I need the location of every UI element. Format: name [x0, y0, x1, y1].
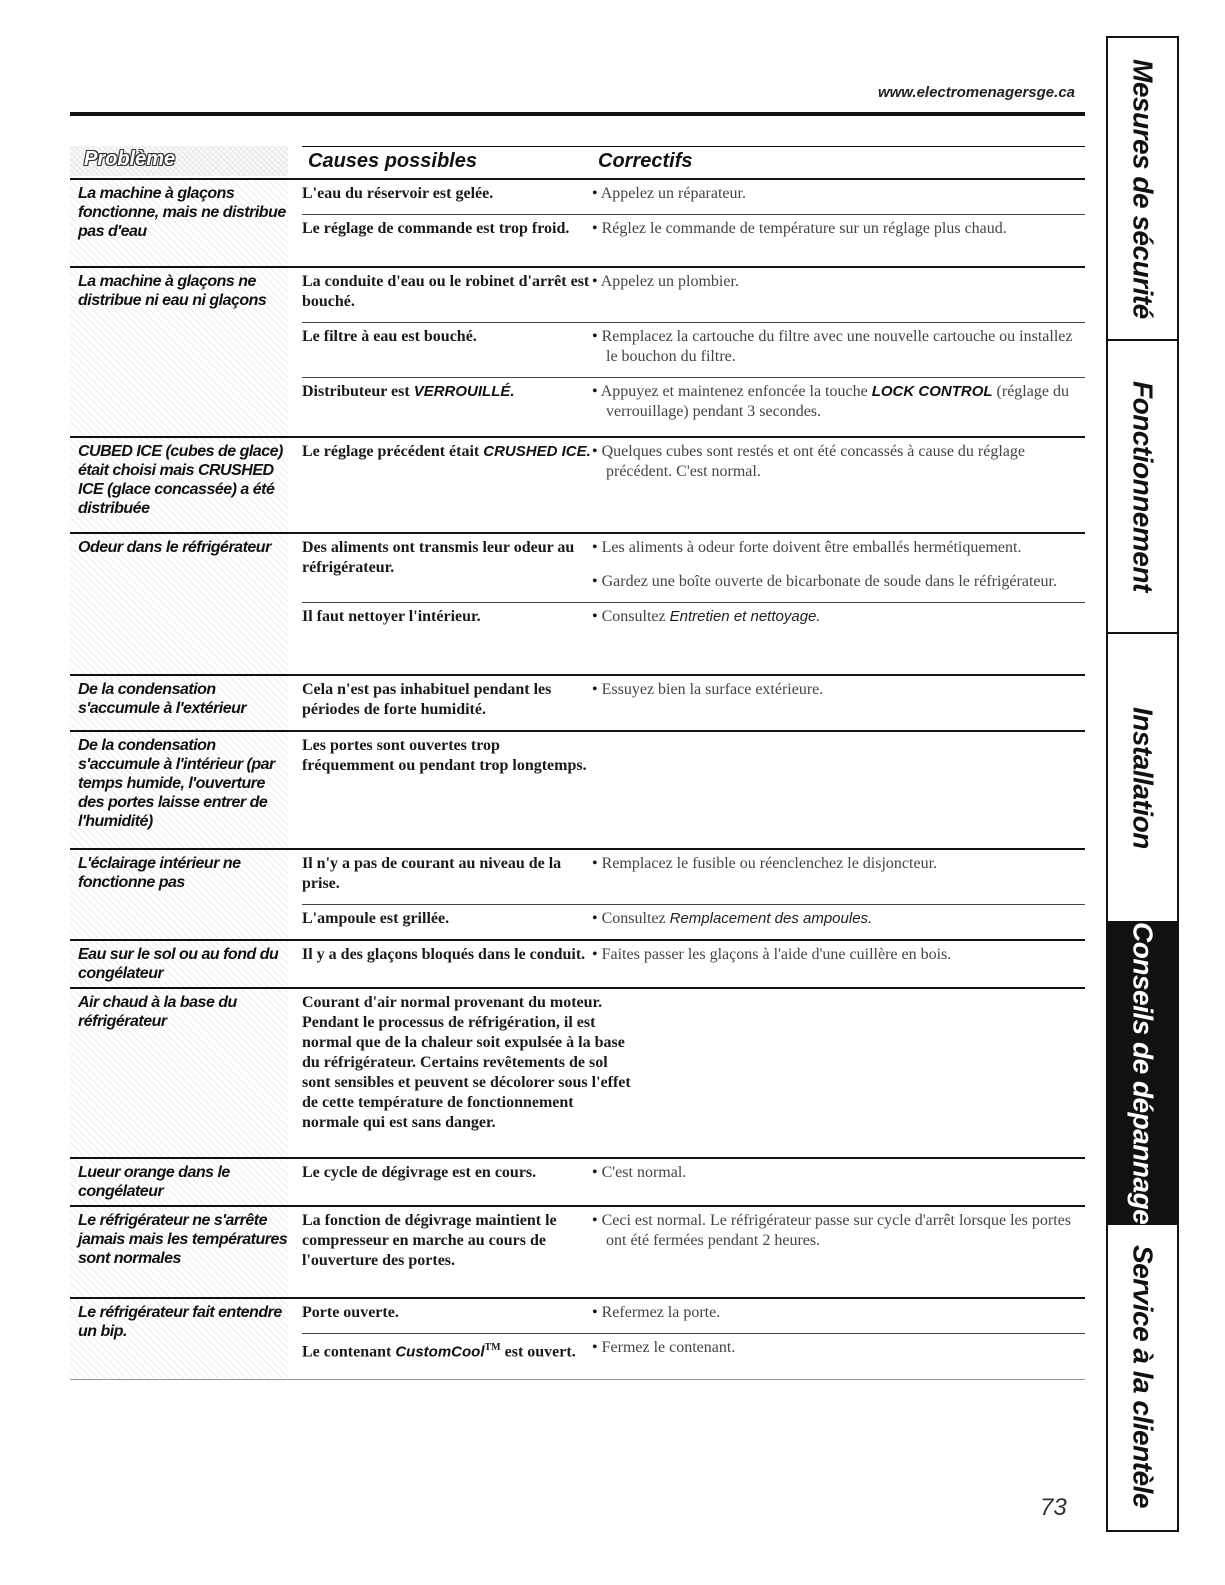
cause-text: Il faut nettoyer l'intérieur.: [302, 608, 481, 625]
cause-cell: [302, 538, 592, 592]
table-row: [302, 904, 1085, 939]
fix-item: • C'est normal.: [592, 1163, 1082, 1183]
cause-text: Le réglage de commande est trop froid.: [302, 220, 570, 237]
problem-cell: [70, 438, 288, 532]
problem-cell: [70, 534, 288, 674]
cause-rows: [302, 180, 1085, 249]
fix-cell: [592, 219, 1082, 239]
cause-rows: [302, 941, 1085, 975]
cause-cell: [302, 184, 592, 204]
cause-rows: [302, 989, 1085, 1143]
table-header: [70, 146, 1085, 178]
fix-item: [592, 382, 1082, 422]
fix-cell: [592, 327, 1082, 367]
fix-text-end: (réglage du verrouillage) pendant 3 secondes.: [606, 383, 1069, 420]
cause-cell: [302, 909, 592, 929]
probleme-header: Problème: [70, 146, 288, 176]
problem-section: [70, 848, 1085, 939]
fix-cell: [592, 909, 1082, 929]
problem-section: [70, 532, 1085, 674]
fix-item: • Fermez le contenant.: [592, 1338, 1082, 1358]
problem-text: Eau sur le sol ou au fond du congélateur: [78, 946, 279, 982]
cause-text: Courant d'air normal provenant du moteur. Pendant le processus de réfrigération, il est normal que de la chaleur soit expulsée à la base du réfrigérateur. Certains revêtements de sol sont sensibles et peuvent se décolorer sous l'effet de cette température de fonctionnement normale qui est sans danger.: [302, 994, 631, 1131]
table-row: [302, 850, 1085, 904]
page-number: 73: [1040, 1494, 1067, 1521]
cause-emphasis: CRUSHED ICE.: [483, 443, 591, 460]
cause-cell: [302, 607, 592, 627]
table-row: [302, 941, 1085, 975]
fix-cell: [592, 854, 1082, 894]
cause-cell: [302, 327, 592, 367]
cause-rows: [302, 850, 1085, 939]
problem-section: [70, 1205, 1085, 1297]
fix-item: • Gardez une boîte ouverte de bicarbonate de soude dans le réfrigérateur.: [592, 572, 1082, 592]
table-row: [302, 214, 1085, 249]
cause-rows: [302, 1159, 1085, 1193]
fix-text: Consultez: [601, 608, 670, 625]
fix-cell: [592, 1211, 1082, 1271]
table-row: [302, 180, 1085, 214]
tab-label: Mesures de sécurité: [1127, 58, 1159, 319]
fix-item: • Faites passer les glaçons à l'aide d'une cuillère en bois.: [592, 945, 1082, 965]
problem-section: [70, 1297, 1085, 1379]
cause-cell: [302, 219, 592, 239]
table-row: [302, 732, 1085, 786]
fix-text: Consultez: [601, 910, 670, 927]
cause-rows: [302, 534, 1085, 637]
problem-text: Le réfrigérateur fait entendre un bip.: [78, 1304, 282, 1340]
cause-text: Distributeur est: [302, 383, 414, 400]
cause-cell: [302, 1211, 592, 1271]
cause-text: Le cycle de dégivrage est en cours.: [302, 1164, 537, 1181]
cause-text-end: est ouvert.: [500, 1343, 576, 1361]
fix-cell: [592, 1163, 1082, 1183]
table-row: [302, 1207, 1085, 1281]
problem-text: Lueur orange dans le congélateur: [78, 1164, 230, 1200]
problem-cell: [70, 268, 288, 436]
trademark: TM: [484, 1342, 501, 1353]
fix-item: • Refermez la porte.: [592, 1303, 1082, 1323]
tab-label: Conseils de dépannage: [1127, 921, 1159, 1225]
problem-text: De la condensation s'accumule à l'intérieur (par temps humide, l'ouverture des portes laisse entrer de l'humidité): [78, 737, 275, 830]
cause-rows: [302, 268, 1085, 432]
problem-section: [70, 730, 1085, 848]
tab-label: Installation: [1127, 706, 1159, 849]
fix-cell: [592, 184, 1082, 204]
problem-text: Odeur dans le réfrigérateur: [78, 539, 271, 556]
problem-section: [70, 987, 1085, 1157]
cause-text: Les portes sont ouvertes trop fréquemment ou pendant trop longtemps.: [302, 737, 587, 774]
problem-section: [70, 939, 1085, 987]
tab-label: Fonctionnement: [1127, 381, 1159, 592]
problem-text: Le réfrigérateur ne s'arrête jamais mais les températures sont normales: [78, 1212, 288, 1267]
problem-text: CUBED ICE (cubes de glace) était choisi mais CRUSHED ICE (glace concassée) a été distribuée: [78, 443, 283, 517]
cause-cell: [302, 1303, 592, 1323]
problem-cell: [70, 989, 288, 1157]
section-sidebar: [1106, 36, 1179, 1532]
fix-item: • Réglez le commande de température sur un réglage plus chaud.: [592, 219, 1082, 239]
cause-rows: [302, 732, 1085, 786]
table-row: [302, 377, 1085, 432]
table-row: [302, 676, 1085, 730]
tab-installation[interactable]: [1108, 634, 1177, 923]
fix-item: • Appelez un réparateur.: [592, 184, 1082, 204]
correctifs-header: Correctifs: [598, 150, 693, 172]
problem-section: [70, 436, 1085, 532]
problem-text: De la condensation s'accumule à l'extérieur: [78, 681, 247, 717]
fix-emphasis: LOCK CONTROL: [871, 383, 993, 400]
problem-cell: [70, 941, 288, 987]
cause-cell: [302, 442, 592, 482]
fix-cell: [592, 607, 1082, 627]
cause-text: Des aliments ont transmis leur odeur au réfrigérateur.: [302, 539, 575, 576]
fix-cell: [592, 1338, 1082, 1362]
cause-text: L'ampoule est grillée.: [302, 910, 450, 927]
cause-cell: [302, 945, 592, 965]
table-row: [302, 1333, 1085, 1372]
fix-cell: [592, 680, 1082, 720]
table-row: [302, 1299, 1085, 1333]
fix-item: • Remplacez la cartouche du filtre avec une nouvelle cartouche ou installez le bouchon du filtre.: [592, 327, 1082, 367]
troubleshooting-table: [70, 178, 1085, 1380]
fix-item: • Ceci est normal. Le réfrigérateur passe sur cycle d'arrêt lorsque les portes ont été fermées pendant 2 heures.: [592, 1211, 1082, 1251]
table-row: [302, 602, 1085, 637]
problem-cell: [70, 1207, 288, 1297]
fix-item: • Appelez un plombier.: [592, 272, 1082, 292]
table-row: [302, 268, 1085, 322]
cause-rows: [302, 1207, 1085, 1281]
table-bottom-rule: [70, 1379, 1085, 1380]
cause-rows: [302, 1299, 1085, 1372]
problem-cell: [70, 180, 288, 266]
table-row: [302, 438, 1085, 492]
problem-cell: [70, 1159, 288, 1205]
tab-conseils-de-depannage[interactable]: [1108, 923, 1177, 1225]
cause-cell: [302, 736, 592, 776]
problem-section: [70, 178, 1085, 266]
tab-label: Service à la clientèle: [1127, 1245, 1159, 1508]
website-url[interactable]: www.electromenagersge.ca: [877, 84, 1075, 101]
problem-text: La machine à glaçons ne distribue ni eau ni glaçons: [78, 273, 267, 309]
cause-rows: [302, 438, 1085, 492]
cause-cell: [302, 680, 592, 720]
fix-item: [592, 607, 1082, 627]
cause-emphasis: CustomCool: [395, 1343, 485, 1361]
fix-item: [592, 909, 1082, 929]
cause-text: L'eau du réservoir est gelée.: [302, 185, 494, 202]
cause-cell: [302, 1338, 592, 1362]
table-row: [302, 989, 1085, 1143]
cause-text: Cela n'est pas inhabituel pendant les périodes de forte humidité.: [302, 681, 552, 718]
cause-emphasis: VERROUILLÉ.: [413, 383, 515, 400]
fix-cell: [592, 736, 1082, 776]
fix-cell: [592, 945, 1082, 965]
fix-cell: [592, 538, 1082, 592]
cause-text: La fonction de dégivrage maintient le compresseur en marche au cours de l'ouverture des portes.: [302, 1212, 557, 1269]
problem-cell: [70, 1299, 288, 1379]
tab-mesures-de-securite[interactable]: [1108, 38, 1177, 341]
tab-service-a-la-clientele[interactable]: [1108, 1225, 1177, 1528]
top-rule: [70, 112, 1085, 116]
causes-header: Causes possibles: [308, 150, 477, 172]
cause-cell: [302, 993, 634, 1133]
fix-text: Appuyez et maintenez enfoncée la touche: [600, 383, 872, 400]
problem-text: L'éclairage intérieur ne fonctionne pas: [78, 855, 241, 891]
table-row: [302, 534, 1085, 602]
cause-rows: [302, 676, 1085, 730]
fix-item: • Les aliments à odeur forte doivent être emballés hermétiquement.: [592, 538, 1082, 558]
problem-cell: [70, 676, 288, 730]
table-row: [302, 322, 1085, 377]
cause-text: Il y a des glaçons bloqués dans le conduit.: [302, 946, 586, 963]
problem-section: [70, 1157, 1085, 1205]
problem-text: Air chaud à la base du réfrigérateur: [78, 994, 237, 1030]
fix-cell: [592, 442, 1082, 482]
cause-cell: [302, 1163, 592, 1183]
fix-cell: [634, 993, 1085, 1133]
cause-text: Il n'y a pas de courant au niveau de la prise.: [302, 855, 562, 892]
cause-text: Le réglage précédent était: [302, 443, 484, 460]
table-row: [302, 1159, 1085, 1193]
problem-cell: [70, 732, 288, 848]
fix-item: • Essuyez bien la surface extérieure.: [592, 680, 1082, 700]
cause-cell: [302, 382, 592, 422]
fix-reference: Entretien et nettoyage.: [669, 608, 821, 625]
problem-text: La machine à glaçons fonctionne, mais ne distribue pas d'eau: [78, 185, 286, 240]
cause-text: Le filtre à eau est bouché.: [302, 328, 477, 345]
problem-section: [70, 266, 1085, 436]
cause-text: Le contenant: [302, 1343, 396, 1361]
tab-fonctionnement[interactable]: [1108, 341, 1177, 634]
fix-item: • Quelques cubes sont restés et ont été concassés à cause du réglage précédent. C'est normal.: [592, 442, 1082, 482]
fix-cell: [592, 272, 1082, 312]
problem-section: [70, 674, 1085, 730]
fix-cell: [592, 1303, 1082, 1323]
cause-text: La conduite d'eau ou le robinet d'arrêt est bouché.: [302, 273, 590, 310]
cause-text: Porte ouverte.: [302, 1304, 399, 1321]
fix-item: • Remplacez le fusible ou réenclenchez le disjoncteur.: [592, 854, 1082, 874]
fix-reference: Remplacement des ampoules.: [669, 910, 873, 927]
problem-cell: [70, 850, 288, 939]
cause-cell: [302, 272, 592, 312]
fix-cell: [592, 382, 1082, 422]
cause-cell: [302, 854, 592, 894]
